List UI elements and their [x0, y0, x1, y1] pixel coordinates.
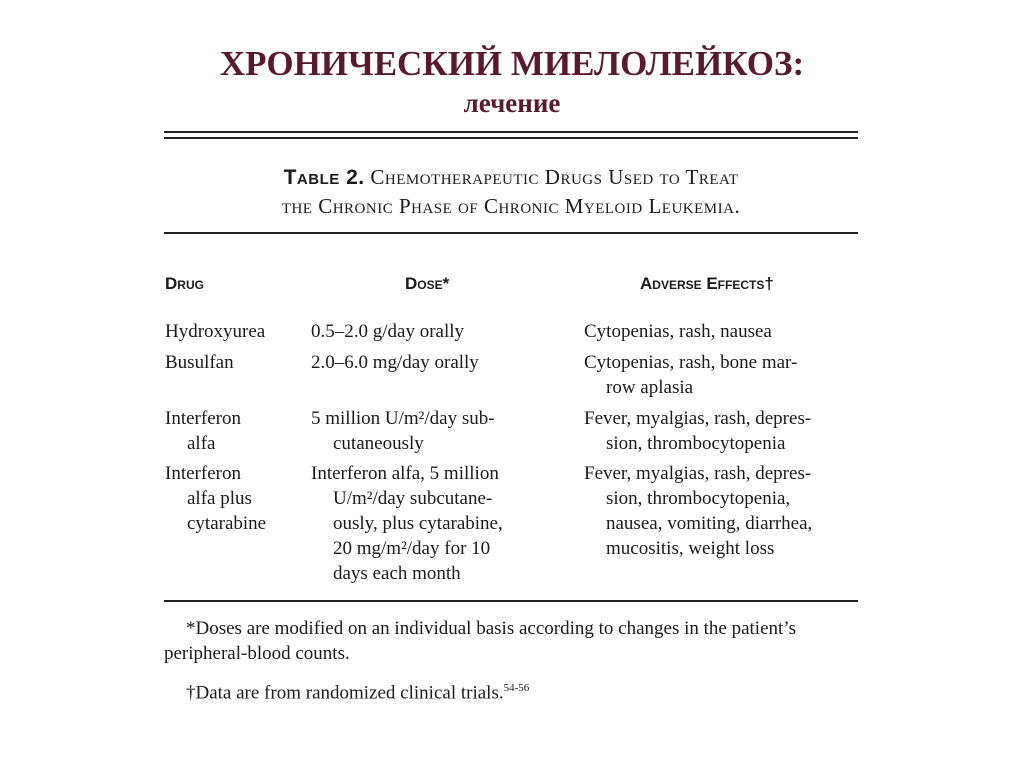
cell-effects: [584, 406, 874, 456]
cell-line: nausea, vomiting, diarrhea,: [606, 513, 813, 534]
footnote-data-text: †Data are from randomized clinical trials.: [186, 682, 504, 704]
cell-line: alfa: [187, 433, 216, 454]
cell-line: Fever, myalgias, rash, depres-: [584, 408, 812, 429]
cell-line: row aplasia: [606, 377, 694, 398]
cell-line: cutaneously: [333, 433, 424, 454]
cell-line: Interferon: [165, 463, 241, 484]
cell-line: U/m²/day subcutane-: [333, 488, 493, 509]
cell-dose: [311, 461, 571, 586]
cell-dose: [311, 406, 571, 456]
cell-drug: [165, 319, 305, 344]
cell-line: sion, thrombocytopenia: [606, 433, 786, 454]
cell-drug: [165, 350, 305, 375]
caption-rule: [164, 232, 858, 234]
cell-line: Fever, myalgias, rash, depres-: [584, 463, 812, 484]
table-caption: [164, 163, 858, 220]
cell-line: days each month: [333, 563, 461, 584]
cell-drug: [165, 406, 305, 456]
cell-line: Interferon alfa, 5 million: [311, 463, 499, 484]
caption-line-1: Chemotherapeutic Drugs Used to Treat: [370, 165, 739, 189]
cell-line: alfa plus: [187, 488, 252, 509]
slide-title: ХРОНИЧЕСКИЙ МИЕЛОЛЕЙКОЗ:: [219, 44, 805, 83]
cell-dose: [311, 319, 571, 344]
cell-line: 20 mg/m²/day for 10: [333, 538, 491, 559]
cell-line: 5 million U/m²/day sub-: [311, 408, 495, 429]
cell-line: 0.5–2.0 g/day orally: [311, 321, 465, 342]
cell-effects: [584, 461, 874, 561]
cell-line: Cytopenias, rash, nausea: [584, 321, 772, 342]
cell-dose: [311, 350, 571, 375]
cell-line: Hydroxyurea: [165, 321, 266, 342]
header-drug: Drug: [165, 274, 204, 293]
footnote-dose: *Doses are modified on an individual basis according to changes in the patient’s peripheral-blood counts.: [164, 618, 796, 664]
header-effects: Adverse Effects†: [640, 274, 774, 293]
top-rule-1: [164, 131, 858, 133]
bottom-rule: [164, 600, 858, 602]
cell-line: Cytopenias, rash, bone mar-: [584, 352, 798, 373]
cell-line: 2.0–6.0 mg/day orally: [311, 352, 479, 373]
cell-line: Interferon: [165, 408, 241, 429]
cell-drug: [165, 461, 305, 536]
caption-line-2: the Chronic Phase of Chronic Myeloid Leukemia.: [281, 194, 741, 218]
cell-effects: [584, 319, 874, 344]
top-rule-2: [164, 137, 858, 139]
cell-line: sion, thrombocytopenia,: [606, 488, 791, 509]
header-dose: Dose*: [405, 274, 450, 293]
cell-effects: [584, 350, 874, 400]
cell-line: Busulfan: [165, 352, 234, 373]
cell-line: ously, plus cytarabine,: [333, 513, 503, 534]
cell-line: cytarabine: [187, 513, 267, 534]
slide-subtitle: лечение: [463, 88, 561, 118]
footnote-data: [186, 676, 880, 705]
cell-line: mucositis, weight loss: [606, 538, 775, 559]
table-label: Table 2.: [283, 166, 365, 189]
footnote-ref: 54-56: [503, 682, 530, 694]
